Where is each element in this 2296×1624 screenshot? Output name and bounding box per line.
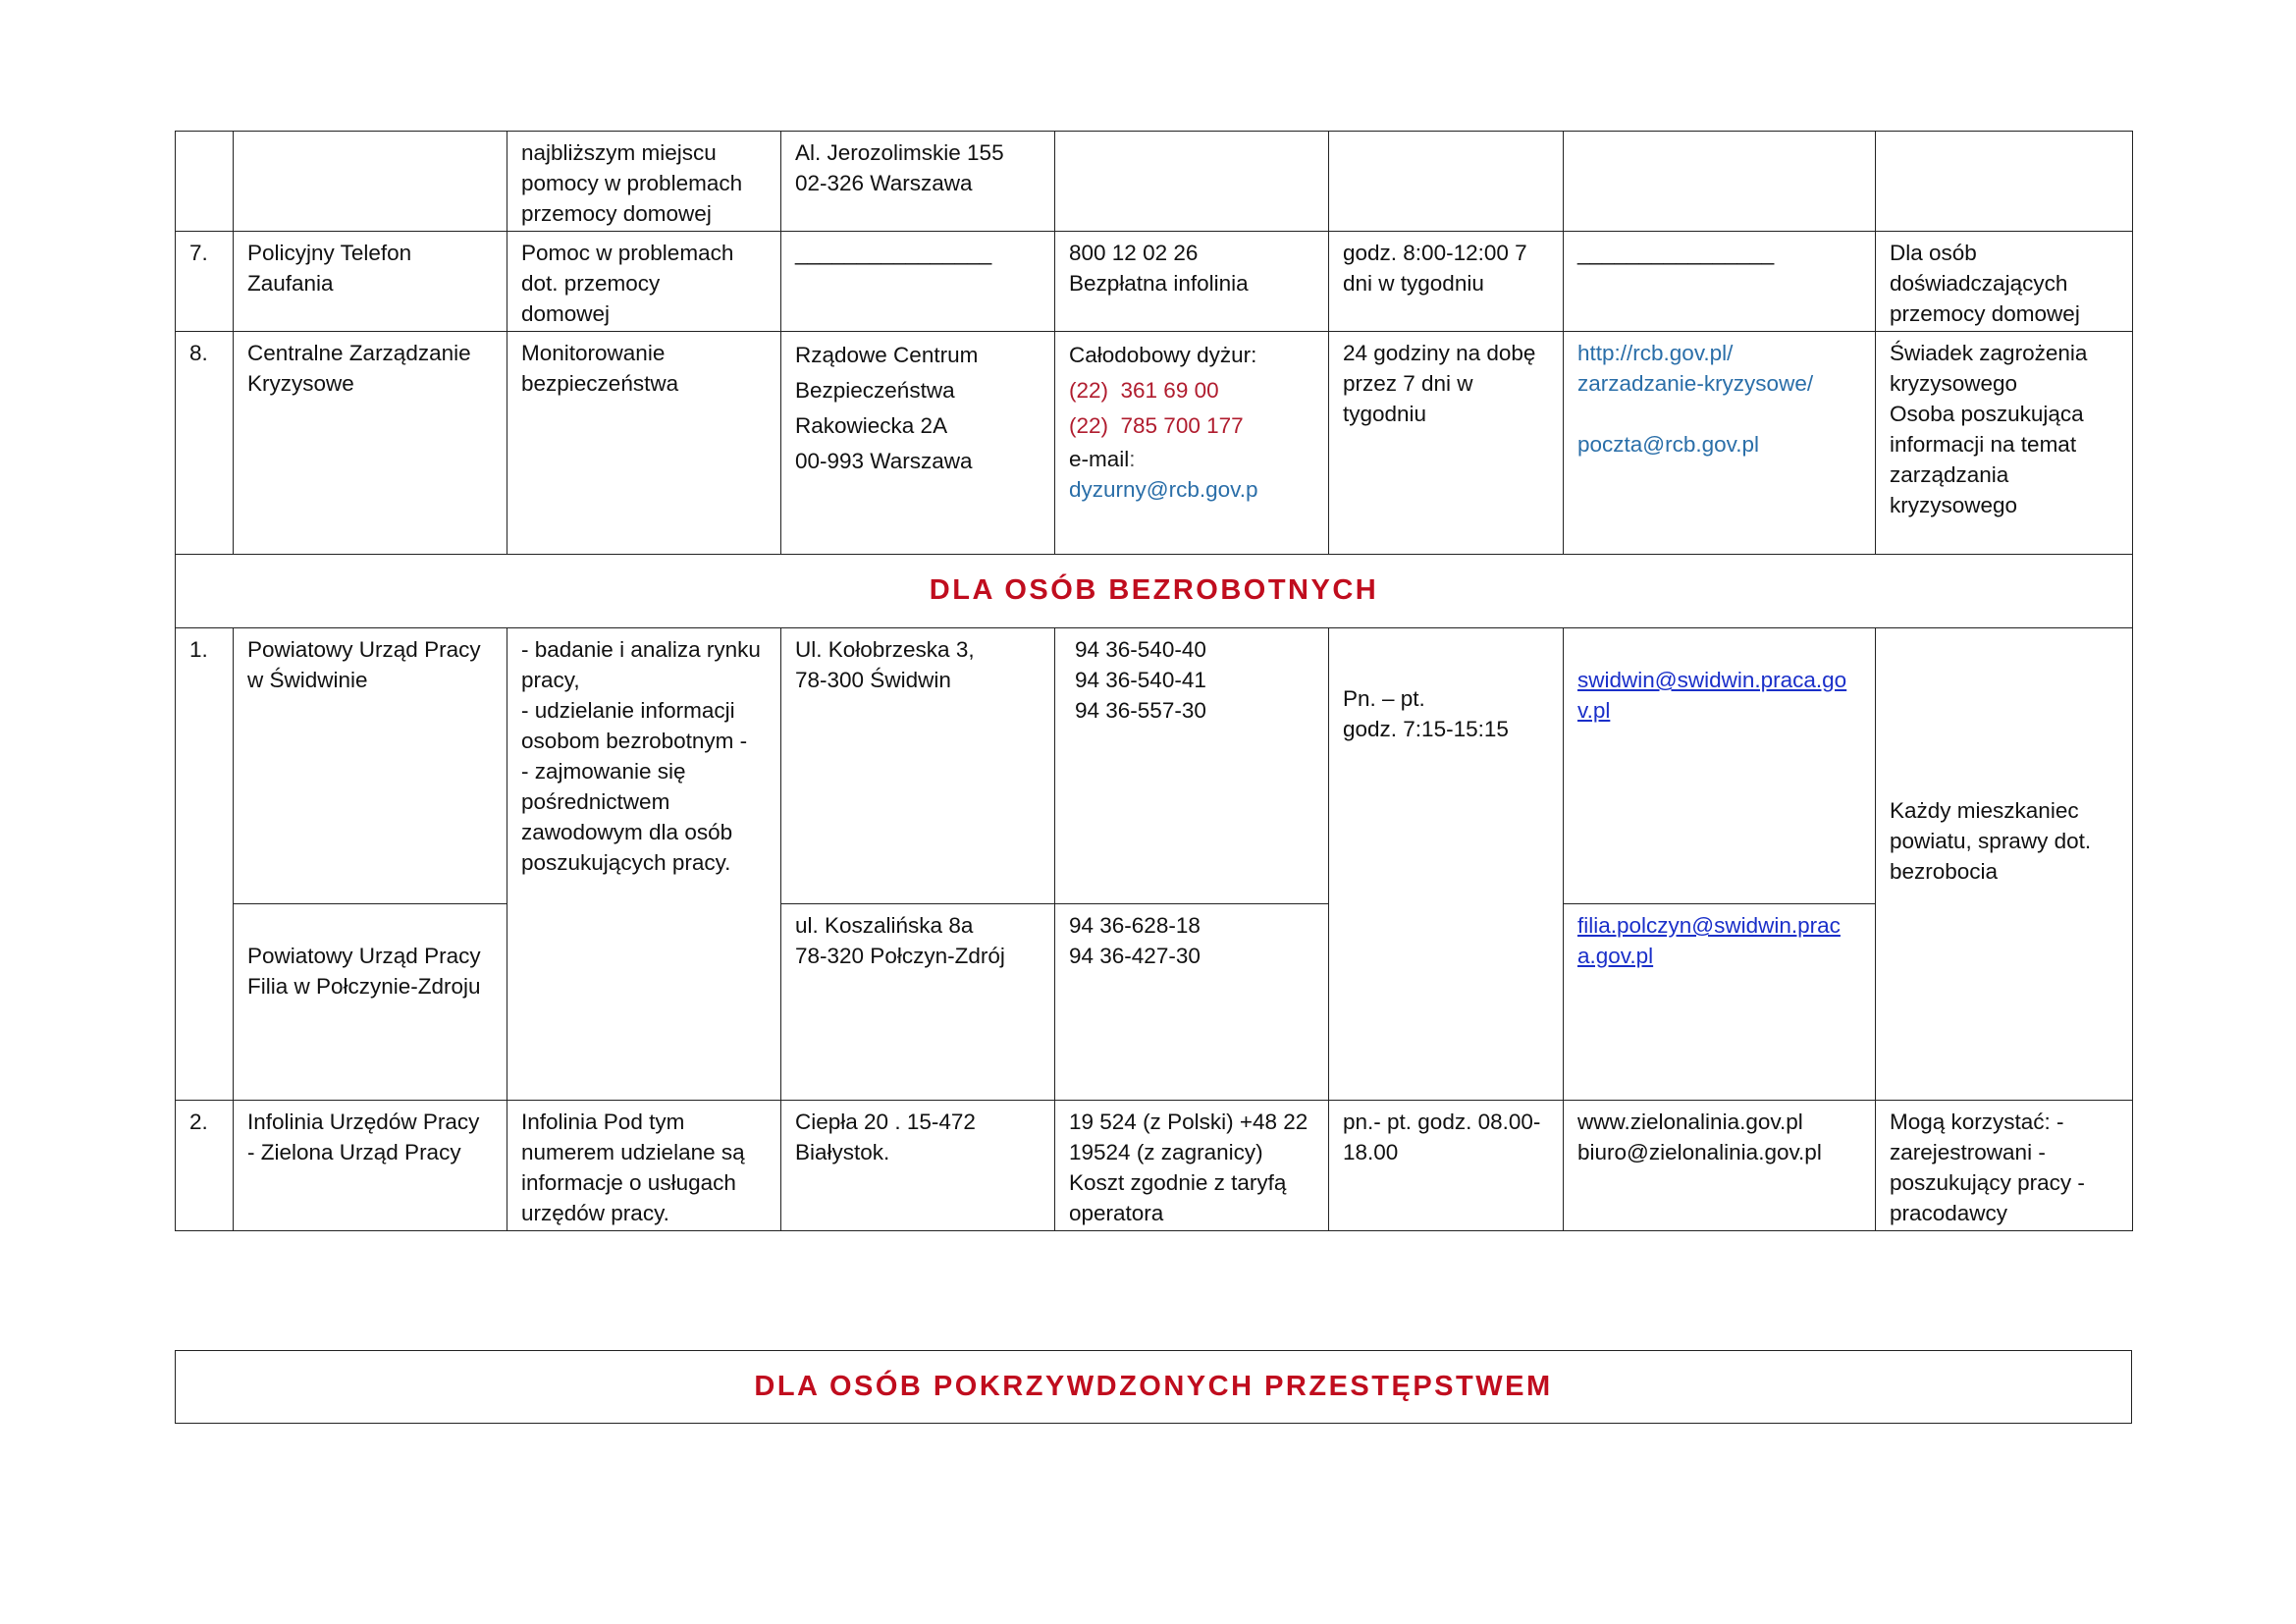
spacer — [1577, 399, 1861, 429]
phone-line: Bezpłatna infolinia — [1069, 271, 1249, 296]
scope-line: informacje o usługach — [521, 1170, 736, 1195]
hours-line: przez 7 dni w — [1343, 371, 1473, 396]
hours-line: 18.00 — [1343, 1140, 1399, 1164]
target-line: Mogą korzystać: - — [1890, 1110, 2064, 1134]
cell-www — [1564, 904, 1876, 1101]
www-link[interactable]: zarzadzanie-kryzysowe/ — [1577, 371, 1814, 396]
phone-number: 94 36-540-40 — [1075, 637, 1206, 662]
hours-line: godz. 8:00-12:00 7 — [1343, 241, 1527, 265]
cell-scope — [507, 1101, 781, 1231]
cell-hours — [1329, 628, 1564, 1101]
address-line: Ul. Kołobrzeska 3, — [795, 637, 975, 662]
scope-line: pośrednictwem — [521, 789, 670, 814]
table-row — [176, 628, 2133, 904]
hours-line: godz. 7:15-15:15 — [1343, 717, 1509, 741]
address-line: Al. Jerozolimskie 155 — [795, 140, 1004, 165]
address-blank: ________________ — [795, 241, 992, 265]
email-text: biuro@zielonalinia.gov.pl — [1577, 1140, 1822, 1164]
target-line: bezrobocia — [1890, 859, 1999, 884]
cell-target — [1876, 132, 2133, 232]
section-header — [176, 555, 2133, 628]
cell-target — [1876, 332, 2133, 555]
cell-phone — [1055, 232, 1329, 332]
email-colon: : — [1129, 447, 1136, 471]
name-line: Centralne Zarządzanie — [247, 341, 471, 365]
cell-phone — [1055, 132, 1329, 232]
scope-line: pomocy w problemach — [521, 171, 743, 195]
cell-www — [1564, 1101, 1876, 1231]
address-line: 78-320 Połczyn-Zdrój — [795, 944, 1005, 968]
phone-line: 800 12 02 26 — [1069, 241, 1199, 265]
cell-address — [781, 904, 1055, 1101]
cell-no: 1. — [176, 628, 234, 1101]
name-line: w Świdwinie — [247, 668, 368, 692]
cell-hours — [1329, 232, 1564, 332]
name-line: Policyjny Telefon — [247, 241, 412, 265]
scope-line: bezpieczeństwa — [521, 371, 679, 396]
table-row — [176, 904, 2133, 1101]
scope-line: zawodowym dla osób — [521, 820, 733, 844]
hours-line: tygodniu — [1343, 402, 1427, 426]
address-line: ul. Koszalińska 8a — [795, 913, 974, 938]
name-line: Zaufania — [247, 271, 334, 296]
cell-address — [781, 628, 1055, 904]
table-row — [176, 1101, 2133, 1231]
www-text: www.zielonalinia.gov.pl — [1577, 1110, 1803, 1134]
cell-name — [234, 332, 507, 555]
name-line: Infolinia Urzędów Pracy — [247, 1110, 480, 1134]
phone-line: 19524 (z zagranicy) — [1069, 1140, 1263, 1164]
email-label-line — [1069, 444, 1314, 474]
cell-name — [234, 904, 507, 1101]
cell-hours — [1329, 332, 1564, 555]
cell-no: 7. — [176, 232, 234, 332]
table-row — [176, 332, 2133, 555]
hours-line: 24 godziny na dobę — [1343, 341, 1536, 365]
cell-www — [1564, 132, 1876, 232]
scope-line: Monitorowanie — [521, 341, 666, 365]
address-line: Rakowiecka 2A — [795, 413, 948, 438]
phone-line: operatora — [1069, 1201, 1164, 1225]
cell-phone — [1055, 1101, 1329, 1231]
scope-line: najbliższym miejscu — [521, 140, 717, 165]
target-line: Dla osób — [1890, 241, 1977, 265]
www-blank: ________________ — [1577, 241, 1775, 265]
target-line: kryzysowego — [1890, 493, 2018, 517]
email-link[interactable]: filia.polczyn@swidwin.prac — [1577, 913, 1841, 938]
cell-name — [234, 1101, 507, 1231]
scope-line: pracy, — [521, 668, 580, 692]
email-link[interactable]: a.gov.pl — [1577, 944, 1654, 968]
target-line: powiatu, sprawy dot. — [1890, 829, 2092, 853]
address-line: 00-993 Warszawa — [795, 449, 973, 473]
cell-scope — [507, 628, 781, 1101]
section-title: DLA OSÓB BEZROBOTNYCH — [929, 574, 1379, 606]
cell-name — [234, 232, 507, 332]
cell-address — [781, 132, 1055, 232]
cell-www — [1564, 628, 1876, 904]
target-line: pracodawcy — [1890, 1201, 2008, 1225]
cell-address — [781, 232, 1055, 332]
phone-number: 94 36-557-30 — [1075, 698, 1206, 723]
cell-target — [1876, 628, 2133, 1101]
name-line: - Zielona Urząd Pracy — [247, 1140, 461, 1164]
cell-scope — [507, 332, 781, 555]
target-line: zarządzania — [1890, 462, 2009, 487]
cell-scope — [507, 132, 781, 232]
cell-hours — [1329, 132, 1564, 232]
email-link[interactable]: swidwin@swidwin.praca.go — [1577, 668, 1847, 692]
address-line: 78-300 Świdwin — [795, 668, 951, 692]
scope-line: - zajmowanie się — [521, 759, 686, 784]
scope-line: numerem udzielane są — [521, 1140, 745, 1164]
www-link[interactable]: http://rcb.gov.pl/ — [1577, 341, 1734, 365]
cell-address — [781, 1101, 1055, 1231]
email-link[interactable]: dyzurny@rcb.gov.p — [1069, 477, 1258, 502]
phone-number: 94 36-628-18 — [1069, 913, 1201, 938]
table-row — [176, 132, 2133, 232]
scope-line: urzędów pracy. — [521, 1201, 669, 1225]
phone-number[interactable]: (22) 785 700 177 — [1069, 413, 1244, 438]
phone-number[interactable]: (22) 361 69 00 — [1069, 378, 1219, 403]
scope-line: - udzielanie informacji — [521, 698, 735, 723]
email-label: e-mail — [1069, 447, 1130, 471]
name-line: Powiatowy Urząd Pracy — [247, 944, 481, 968]
target-line: Osoba poszukująca — [1890, 402, 2084, 426]
cell-target — [1876, 232, 2133, 332]
scope-line: Infolinia Pod tym — [521, 1110, 685, 1134]
address-line: Bezpieczeństwa — [795, 378, 955, 403]
scope-line: osobom bezrobotnym - — [521, 729, 748, 753]
name-line: Kryzysowe — [247, 371, 354, 396]
phone-number: 94 36-427-30 — [1069, 944, 1201, 968]
table-row — [176, 232, 2133, 332]
cell-name — [234, 132, 507, 232]
phone-label: Całodobowy dyżur: — [1069, 343, 1257, 367]
cell-www — [1564, 232, 1876, 332]
scope-line: dot. przemocy — [521, 271, 661, 296]
scope-line: domowej — [521, 301, 611, 326]
cell-phone — [1055, 332, 1329, 555]
cell-no — [176, 132, 234, 232]
hours-line: dni w tygodniu — [1343, 271, 1484, 296]
section-header-box — [175, 1350, 2132, 1424]
address-line: Ciepła 20 . 15-472 — [795, 1110, 976, 1134]
cell-www — [1564, 332, 1876, 555]
section-row — [176, 555, 2133, 628]
target-line: poszukujący pracy - — [1890, 1170, 2085, 1195]
scope-line: - badanie i analiza rynku — [521, 637, 761, 662]
cell-no: 8. — [176, 332, 234, 555]
cell-no: 2. — [176, 1101, 234, 1231]
hours-line: Pn. – pt. — [1343, 686, 1425, 711]
hours-line: pn.- pt. godz. 08.00- — [1343, 1110, 1541, 1134]
phone-line: 19 524 (z Polski) +48 22 — [1069, 1110, 1308, 1134]
name-line: Powiatowy Urząd Pracy — [247, 637, 481, 662]
cell-phone — [1055, 628, 1329, 904]
cell-target — [1876, 1101, 2133, 1231]
cell-hours — [1329, 1101, 1564, 1231]
section-title: DLA OSÓB POKRZYWDZONYCH PRZESTĘPSTWEM — [754, 1371, 1553, 1402]
phone-line: Koszt zgodnie z taryfą — [1069, 1170, 1287, 1195]
target-line: kryzysowego — [1890, 371, 2018, 396]
cell-scope — [507, 232, 781, 332]
address-line: Rządowe Centrum — [795, 343, 979, 367]
scope-line: poszukujących pracy. — [521, 850, 731, 875]
cell-name — [234, 628, 507, 904]
target-line: Świadek zagrożenia — [1890, 341, 2088, 365]
scope-line: Pomoc w problemach — [521, 241, 734, 265]
institutions-table — [175, 131, 2133, 1231]
email-link[interactable]: poczta@rcb.gov.pl — [1577, 432, 1760, 457]
target-line: doświadczających — [1890, 271, 2068, 296]
scope-line: przemocy domowej — [521, 201, 712, 226]
phone-number: 94 36-540-41 — [1075, 668, 1206, 692]
address-line: Białystok. — [795, 1140, 890, 1164]
name-line: Filia w Połczynie-Zdroju — [247, 974, 481, 999]
target-line: przemocy domowej — [1890, 301, 2080, 326]
cell-phone — [1055, 904, 1329, 1101]
target-line: zarejestrowani - — [1890, 1140, 2046, 1164]
target-line: Każdy mieszkaniec — [1890, 798, 2079, 823]
target-line: informacji na temat — [1890, 432, 2077, 457]
cell-address — [781, 332, 1055, 555]
email-link[interactable]: v.pl — [1577, 698, 1611, 723]
address-line: 02-326 Warszawa — [795, 171, 973, 195]
